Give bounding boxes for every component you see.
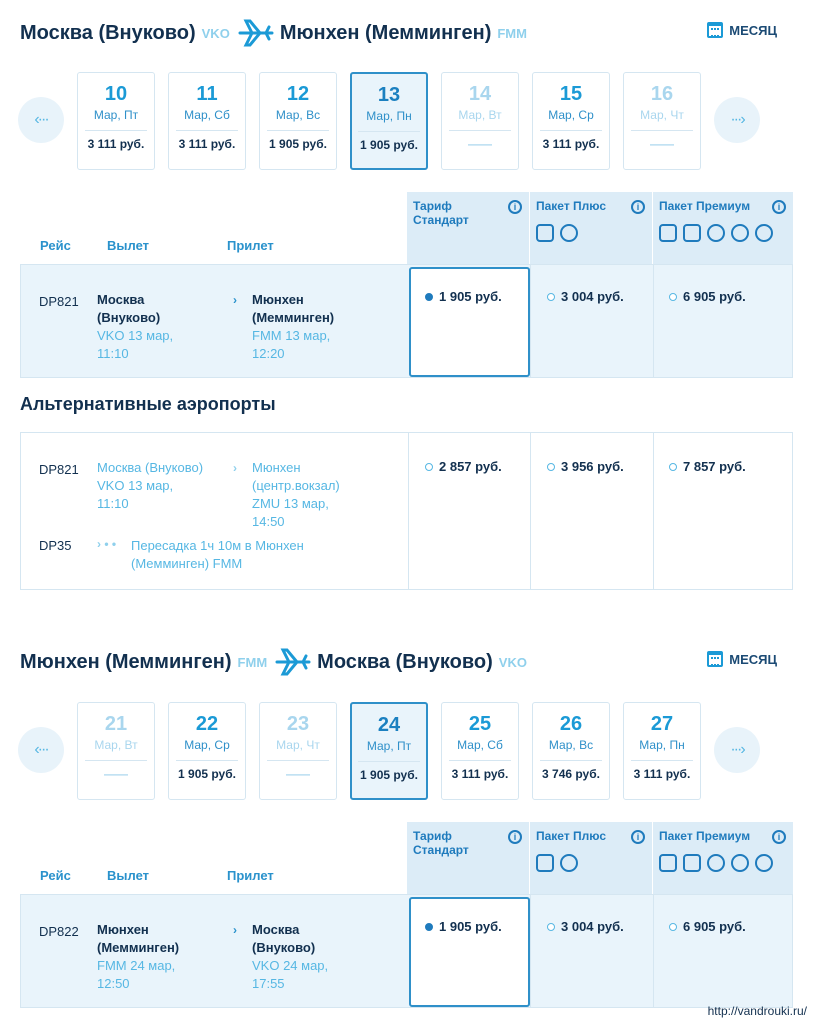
bag-icon xyxy=(536,224,554,242)
tariff-plus-header: Пакет Плюс i xyxy=(530,192,652,264)
date-card[interactable]: 10 Мар, Пт 3 111 руб. xyxy=(77,72,155,170)
arrival-info: Москва (Внуково) VKO 24 мар, 17:55 xyxy=(252,922,329,991)
tariff-standard-header: Тариф Стандарт i xyxy=(407,192,529,264)
date-card[interactable]: 11 Мар, Сб 3 111 руб. xyxy=(168,72,246,170)
seat-icon xyxy=(560,224,578,242)
date-card-unavailable: 21 Мар, Вт —— xyxy=(77,702,155,800)
fare-plus[interactable]: 3 004 руб. xyxy=(547,289,624,304)
departure-info: Москва (Внуково) VKO 13 мар, 11:10 xyxy=(97,292,174,361)
exchange-icon xyxy=(731,224,749,242)
arrival-info: Мюнхен (центр.вокзал) ZMU 13 мар, 14:50 xyxy=(252,460,340,529)
info-icon[interactable]: i xyxy=(508,830,522,844)
return-from-city: Мюнхен (Мемминген) xyxy=(20,650,232,673)
info-icon[interactable]: i xyxy=(772,200,786,214)
chevron-right-icon: › xyxy=(233,461,237,475)
date-card[interactable]: 15 Мар, Ср 3 111 руб. xyxy=(532,72,610,170)
info-icon[interactable]: i xyxy=(508,200,522,214)
airplane-icon xyxy=(275,647,311,677)
date-card-selected[interactable]: 24 Мар, Пт 1 905 руб. xyxy=(350,702,428,800)
chevron-right-icon: › xyxy=(233,293,237,307)
prev-dates-button[interactable]: ‹··· xyxy=(18,97,64,143)
airplane-icon xyxy=(238,18,274,48)
departure-info: Мюнхен (Мемминген) FMM 24 мар, 12:50 xyxy=(97,922,180,991)
calendar-icon xyxy=(707,651,723,667)
col-arrive: Прилет xyxy=(227,238,274,253)
radio-icon xyxy=(669,463,677,471)
prev-dates-button[interactable]: ‹··· xyxy=(18,727,64,773)
outbound-route-header xyxy=(20,18,795,48)
bag-icon xyxy=(659,854,677,872)
seat-icon xyxy=(707,224,725,242)
fare-premium[interactable]: 7 857 руб. xyxy=(669,459,746,474)
tariff-standard-header: Тариф Стандарт i xyxy=(407,822,529,894)
date-card[interactable]: 12 Мар, Вс 1 905 руб. xyxy=(259,72,337,170)
fare-plus[interactable]: 3 004 руб. xyxy=(547,919,624,934)
bag-icon xyxy=(659,224,677,242)
return-route-header xyxy=(20,647,795,677)
outbound-to-city: Мюнхен (Мемминген) xyxy=(279,21,492,44)
alternative-flight-row[interactable] xyxy=(20,432,793,590)
return-to-code: VKO xyxy=(498,654,527,670)
bag-icon xyxy=(536,854,554,872)
info-icon[interactable]: i xyxy=(631,830,645,844)
luggage-icon xyxy=(683,224,701,242)
outbound-from-code: VKO xyxy=(201,25,230,41)
fare-plus[interactable]: 3 956 руб. xyxy=(547,459,624,474)
flight-number: DP821 xyxy=(39,462,79,477)
departure-info: Москва (Внуково) VKO 13 мар, 11:10 xyxy=(97,460,204,511)
alternatives-title: Альтернативные аэропорты xyxy=(20,394,276,414)
date-card[interactable]: 26 Мар, Вс 3 746 руб. xyxy=(532,702,610,800)
col-flight: Рейс xyxy=(40,868,71,883)
date-card-unavailable: 14 Мар, Вт —— xyxy=(441,72,519,170)
next-dates-button[interactable]: ···› xyxy=(714,727,760,773)
flight-row[interactable] xyxy=(20,264,793,378)
col-depart: Вылет xyxy=(107,868,150,883)
radio-icon xyxy=(669,923,677,931)
date-card[interactable]: 22 Мар, Ср 1 905 руб. xyxy=(168,702,246,800)
cancel-icon xyxy=(755,224,773,242)
chevron-right-icon: › xyxy=(233,923,237,937)
fare-standard[interactable]: 1 905 руб. xyxy=(425,289,502,304)
exchange-icon xyxy=(731,854,749,872)
fare-premium[interactable]: 6 905 руб. xyxy=(669,919,746,934)
fare-premium[interactable]: 6 905 руб. xyxy=(669,289,746,304)
return-date-strip xyxy=(18,702,763,802)
radio-icon xyxy=(547,463,555,471)
radio-icon xyxy=(547,923,555,931)
fare-standard[interactable]: 2 857 руб. xyxy=(425,459,502,474)
next-dates-button[interactable]: ···› xyxy=(714,97,760,143)
radio-icon xyxy=(669,293,677,301)
col-depart: Вылет xyxy=(107,238,150,253)
return-month-button[interactable] xyxy=(707,651,777,667)
transfer-info: Пересадка 1ч 10м в Мюнхен (Мемминген) FMM xyxy=(131,538,304,571)
date-card[interactable]: 27 Мар, Пн 3 111 руб. xyxy=(623,702,701,800)
radio-selected-icon xyxy=(425,293,433,301)
col-arrive: Прилет xyxy=(227,868,274,883)
watermark-url: http://vandrouki.ru/ xyxy=(707,1004,807,1018)
fare-standard[interactable]: 1 905 руб. xyxy=(425,919,502,934)
tariff-premium-header: Пакет Премиум i xyxy=(653,192,793,264)
seat-icon xyxy=(560,854,578,872)
cancel-icon xyxy=(755,854,773,872)
flight-number: DP821 xyxy=(39,294,79,309)
flight-row[interactable] xyxy=(20,894,793,1008)
return-from-code: FMM xyxy=(237,654,268,670)
selected-fare-box[interactable] xyxy=(409,897,530,1007)
month-label: МЕСЯЦ xyxy=(729,22,777,38)
month-label: МЕСЯЦ xyxy=(729,651,777,667)
calendar-icon xyxy=(707,22,723,38)
outbound-date-strip xyxy=(18,72,763,172)
return-to-city: Москва (Внуково) xyxy=(317,650,493,673)
col-flight: Рейс xyxy=(40,238,71,253)
radio-selected-icon xyxy=(425,923,433,931)
date-card-unavailable: 16 Мар, Чт —— xyxy=(623,72,701,170)
selected-fare-box[interactable] xyxy=(409,267,530,377)
date-card-selected[interactable]: 13 Мар, Пн 1 905 руб. xyxy=(350,72,428,170)
info-icon[interactable]: i xyxy=(772,830,786,844)
transfer-dots-icon: › • • xyxy=(97,537,117,551)
seat-icon xyxy=(707,854,725,872)
outbound-month-button[interactable] xyxy=(707,22,777,38)
arrival-info: Мюнхен (Мемминген) FMM 13 мар, 12:20 xyxy=(252,292,335,361)
luggage-icon xyxy=(683,854,701,872)
tariff-plus-header: Пакет Плюс i xyxy=(530,822,652,894)
info-icon[interactable]: i xyxy=(631,200,645,214)
flight-number: DP35 xyxy=(39,538,72,553)
date-card-unavailable: 23 Мар, Чт —— xyxy=(259,702,337,800)
radio-icon xyxy=(425,463,433,471)
radio-icon xyxy=(547,293,555,301)
date-card[interactable]: 25 Мар, Сб 3 111 руб. xyxy=(441,702,519,800)
outbound-to-code: FMM xyxy=(497,25,527,41)
tariff-premium-header: Пакет Премиум i xyxy=(653,822,793,894)
flight-number: DP822 xyxy=(39,924,79,939)
outbound-from-city: Москва (Внуково) xyxy=(20,21,196,44)
